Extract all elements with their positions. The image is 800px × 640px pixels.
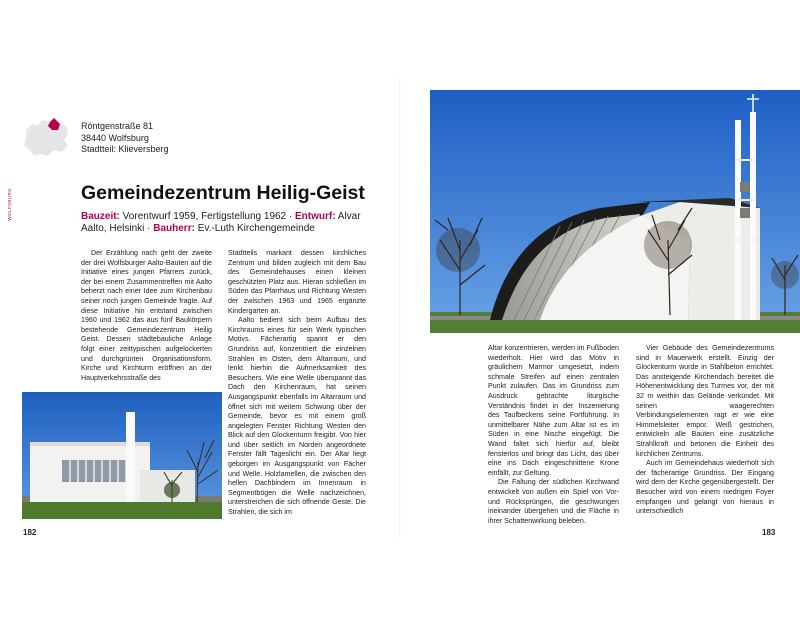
meta-entwurf-label: Entwurf:	[295, 211, 336, 222]
address-street: Röntgenstraße 81	[81, 121, 154, 131]
paragraph: Der Erzählung nach geht der zweite der drei Wolfsburger Aalto-Bauten auf die Initiative eines jungen Pfarrers zurück, der bei einem Zusammentreffen mit Aalto beherzt nach einer Idee zum Kirchenbau seiner noch jungen Gemeinde fragte. Auf diese Initiative hin entstand zwischen 1960 und 1962 das aus fünf Baukörpern bestehende Gemeindezentrum Heilig Geist. Dessen städtebauliche Anlage folgt einer zeittypischen aufgelockerten und durchgrünten Organisationsform. Kirche und Kirchturm eröffnen an der Hauptverkehrsstraße des	[81, 249, 212, 382]
page-gutter	[399, 78, 401, 538]
paragraph: Altar konzentrieren, werden im Fußboden wiederholt. Hier wird das Motiv in gräulichem Marmor umgesetzt, indem schmale Streifen auf einen zentralen Punkt zulaufen. Das im Grundriss zum Ausdruck gebrachte liturgische Verständnis findet in der Inszenierung des Taufbeckens seine Fortführung. In unmittelbarer Nähe zum Altar ist es im Süden in eine Nische eingefügt. Die Wand faltet sich hierfür auf, bleibt fensterlos und bringt das Licht, das über eine ins Dach eingeschnittene Krone einfällt, zur Geltung.	[488, 344, 619, 477]
text-column-3	[488, 344, 619, 526]
address-block	[81, 121, 169, 156]
address-city: 38440 Wolfsburg	[81, 132, 149, 143]
side-tab: WOLFSBURG	[7, 188, 12, 221]
meta-bauzeit-label: Bauzeit:	[81, 211, 120, 222]
church-photo-small	[22, 392, 222, 519]
text-column-2	[228, 249, 366, 518]
paragraph: Stadtteils markant dessen kirchliches Zentrum und bilden zugleich mit dem Bau des Gemeindehauses einen kleinen geschützten Platz aus. Hieran schließen im Süden das Pfarrhaus und Richtung Westen der zwischen 1963 und 1965 ergänzte Kindergarten an.	[228, 249, 366, 315]
meta-bauherr-label: Bauherr:	[153, 222, 195, 234]
page-number-left: 182	[23, 528, 37, 537]
page-title: Gemeindezentrum Heilig-Geist	[81, 182, 365, 204]
text-column-4	[636, 344, 774, 517]
meta-bauherr: Ev.-Luth Kirchengemeinde	[194, 222, 315, 234]
district-map-icon	[20, 116, 72, 160]
paragraph: Die Faltung der südlichen Kirchwand entwickelt von außen ein Spiel von Vor- und Rücksprüngen, die geschwungen ineinander übergehen und die Fläche in ihrer Schattenwirkung beleben.	[488, 478, 619, 525]
page-number-right: 183	[762, 528, 776, 537]
meta-bauzeit: Vorentwurf 1959, Fertigstellung 1962 ·	[119, 211, 296, 222]
text-column-1	[81, 249, 212, 383]
paragraph: Aalto bedient sich beim Aufbau des Kirchraums eines für sein Werk typischen Motivs. Fächerartig spannt er den Grundriss auf, konzentriert die einzelnen Strahlen im Osten, dem Altarraum, und lenkt hierhin die Aufmerksamkeit des Besuchers. Wie eine Welle überspannt das Dach den Kirchenraum, hat seinen Ausgangspunkt ebenfalls im Altarraum und öffnet sich mit weitem Schwung über der Gemeinde, bevor es mit einem groß angelegten Fenster Richtung Westen den Blick auf den Glockenturm freigibt. Von hier und über seitlich im Norden angeordnete Fenster fällt Tageslicht ein. Der Altar liegt geborgen im Ausgangspunkt von Fächer und Welle. Holzlamellen, die zwischen den hellen Dachbindern im Innenraum in Segmentbögen die Welle nachzeichnen, unterstreichen die sich öffnende Geste. Die Strahlen, die sich im	[228, 316, 366, 517]
paragraph: Auch im Gemeindehaus wiederholt sich der fächerartige Grundriss. Der Eingang wird dem der Kirche gegenübergestellt. Der Besucher wird von einem niedrigen Foyer empfangen und gelangt von hieraus in unterschiedlich	[636, 459, 774, 516]
address-district: Stadtteil: Klieversberg	[81, 144, 169, 154]
meta-entwurf: Alvar Aalto, Helsinki ·	[81, 211, 361, 234]
paragraph: Vier Gebäude des Gemeindezentrums sind in Mauerwerk erstellt. Einzig der Glockenturm wurde in Stahlbeton errichtet. Das ansteigende Kirchendach bereitet die Höhenentwicklung des Turmes vor, der mit 32 m weithin das Gelände verkündet. Mit seinen waagerechten Verbindungselementen ragt er wie eine Himmelsleiter empor. Weiß gestrichen, entwickeln alle Bauten eine zusätzliche Strahlkraft und betonen die Einheit des kirchlichen Zentrums.	[636, 344, 774, 458]
building-meta	[81, 211, 381, 234]
church-photo-large	[430, 90, 800, 333]
